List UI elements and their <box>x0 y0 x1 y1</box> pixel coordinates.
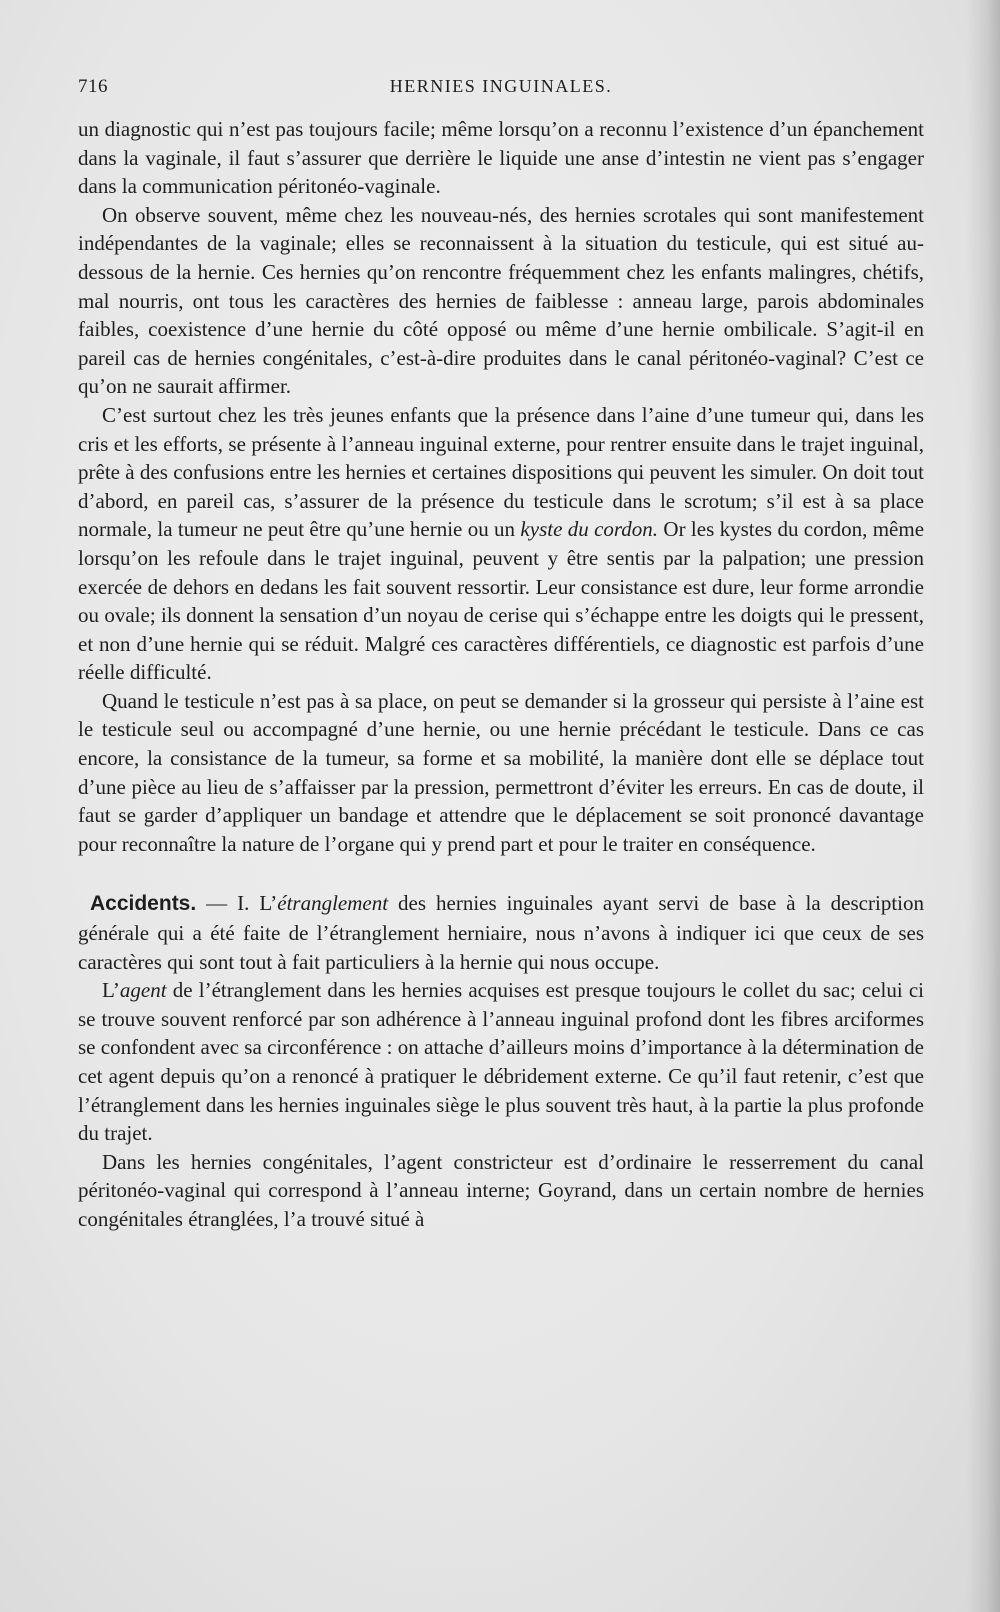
paragraph-text: Or les kystes du cordon, même lorsqu’on les refoule dans le trajet inguinal, peuvent y être sentis par la palpation; une pression exercée de dehors en dedans les fait souvent ressortir. Leur consistance est dure, leur forme arrondie ou ovale; ils donnent la sensation d’un noyau de cerise qui s’échappe entre les doigts qui le pressent, et non d’une hernie qui se réduit. Malgré ces caractères différentiels, ce diagnostic est parfois d’une réelle difficulté. <box>78 517 925 685</box>
paragraph-young-children <box>78 401 924 687</box>
page-number: 716 <box>78 76 108 97</box>
emphasis-etranglement: étranglement <box>277 891 389 916</box>
paragraph-text: — I. L’ <box>196 891 278 916</box>
paragraph-diagnostic-continuation: un diagnostic qui n’est pas toujours facile; même lorsqu’on a reconnu l’existence d’un épanchement dans la vaginale, il faut s’assurer que derrière le liquide une anse d’intestin ne vient pas s’engager dans la communication péritonéo-vaginale. <box>78 117 924 199</box>
section-title: Accidents. <box>90 892 197 916</box>
paragraph-text: L’ <box>102 978 120 1003</box>
paragraph-text: de l’étranglement dans les hernies acquises est presque toujours le collet du sac; celui ci se trouve souvent renforcé par son adhérence à l’anneau inguinal profond dont les fibres arciformes se confondent avec sa circonférence : on attache d’ailleurs moins d’importance à la détermination de cet agent depuis qu’on a renoncé à pratiquer le débridement externe. Ce qu’il faut retenir, c’est que l’étranglement dans les hernies inguinales siège le plus souvent très haut, à la partie la plus profonde du trajet. <box>78 978 924 1146</box>
running-title: HERNIES INGUINALES. <box>389 76 613 96</box>
paragraph-text: C’est surtout chez les très jeunes enfants que la présence dans l’aine d’une tumeur qui, dans les cris et les efforts, se présente à l’anneau inguinal externe, pour rentrer ensuite dans le trajet inguinal, prête à des confusions entre les hernies et certaines dispositions qui peuvent les simuler. On doit tout d’abord, en pareil cas, s’assurer de la présence du testicule dans le scrotum; s’il est à sa place normale, la tumeur ne peut être qu’une hernie ou un <box>78 402 924 542</box>
emphasis-agent: agent <box>119 978 167 1003</box>
emphasis-kyste-du-cordon: kyste du cordon. <box>520 517 659 542</box>
page-gutter-shadow <box>966 0 1000 1612</box>
paragraph-testicle-position: Quand le testicule n’est pas à sa place, on peut se demander si la grosseur qui persiste à l’aine est le testicule seul ou accompagné d’une hernie, ou une hernie précédant le testicule. Dans ce cas encore, la consistance de la tumeur, sa forme et sa mobilité, la manière dont elle se déplace tout d’une pièce au lieu de s’affaisser par la pression, permettront d’éviter les erreurs. En cas de doute, il faut se garder d’appliquer un bandage et attendre que le déplacement se soit prononcé davantage pour reconnaître la nature de l’organe qui y prend part et pour le traiter en conséquence. <box>78 688 924 856</box>
paragraph-text: des hernies inguinales ayant servi de base à la description générale qui a été faite de l’étranglement herniaire, nous n’avons à indiquer ici que ceux de ses caractères qui sont tout à fait particuliers à la hernie qui nous occupe. <box>78 891 924 974</box>
running-head <box>78 76 924 104</box>
paragraph-scrotal-hernias: On observe souvent, même chez les nouveau-nés, des hernies scrotales qui sont manifestement indépendantes de la vaginale; elles se reconnaissent à la situation du testicule, qui est situé au-dessous de la hernie. Ces hernies qu’on rencontre fréquemment chez les enfants malingres, chétifs, mal nourris, ont tous les caractères des hernies de faiblesse : anneau large, parois abdominales faibles, coexistence d’une hernie du côté opposé ou même d’une hernie ombilicale. S’agit-il en pareil cas de hernies congénitales, c’est-à-dire produites dans le canal péritonéo-vaginal? C’est ce qu’on ne saurait affirmer. <box>78 202 924 399</box>
paragraph-congenital-hernias: Dans les hernies congénitales, l’agent constricteur est d’ordinaire le resserrement du canal péritonéo-vaginal qui correspond à l’anneau interne; Goyrand, dans un certain nombre de hernies congénitales étranglées, l’a trouvé situé à <box>78 1149 924 1231</box>
section-accidents <box>78 889 924 976</box>
body-text <box>78 115 924 1234</box>
paragraph-agent <box>78 976 924 1148</box>
